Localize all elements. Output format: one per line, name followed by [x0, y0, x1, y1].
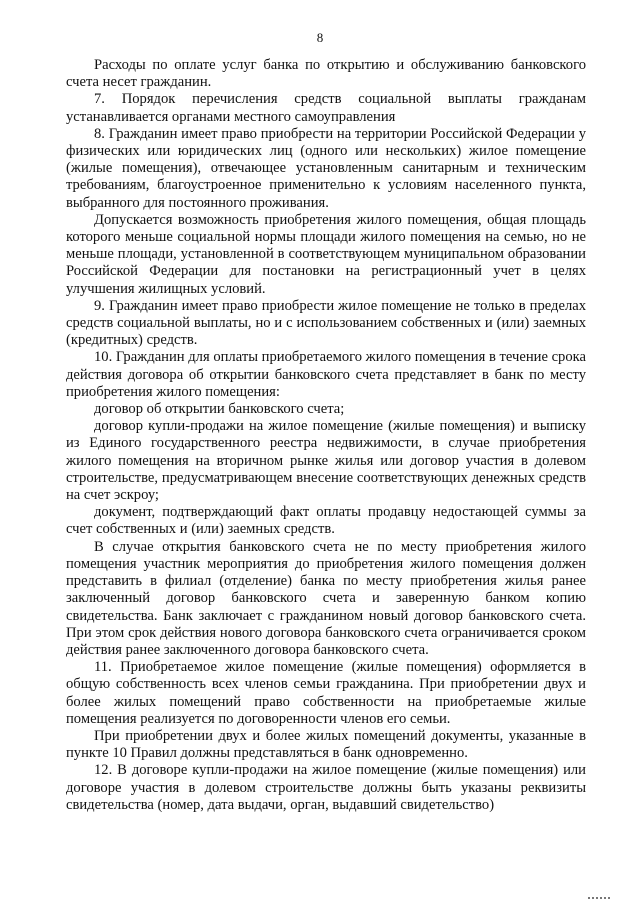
paragraph: 11. Приобретаемое жилое помещение (жилые помещения) оформляется в общую собственность всех членов семьи гражданина. При приобретении двух и более жилых помещений право собственности на приобретаемые жилые помещения реализуется по договоренности членов его семьи.	[66, 659, 586, 727]
paragraph: документ, подтверждающий факт оплаты продавцу недостающей суммы за счет собственных и (или) заемных средств.	[66, 504, 586, 538]
paragraph: 12. В договоре купли-продажи на жилое помещение (жилые помещения) или договоре участия в долевом строительстве должны быть указаны реквизиты свидетельства (номер, дата выдачи, орган, выдавший свидетельство)	[66, 762, 586, 813]
paragraph: договор купли-продажи на жилое помещение (жилые помещения) и выписку из Единого государственного реестра недвижимости, в случае приобретения жилого помещения на вторичном рынке жилья или договор участия в долевом строительстве, предусматривающем внесение соответствующих денежных средств на счет эскроу;	[66, 418, 586, 504]
paragraph: 9. Гражданин имеет право приобрести жилое помещение не только в пределах средств социальной выплаты, но и с использованием собственных и (или) заемных (кредитных) средств.	[66, 297, 586, 349]
paragraph: Допускается возможность приобретения жилого помещения, общая площадь которого меньше социальной нормы площади жилого помещения на семью, но не меньше площади, установленной в соответствующем муниципальном образовании Российской Федерации для постановки на регистрационный учет в целях улучшения жилищных условий.	[66, 211, 586, 297]
paragraph: 7. Порядок перечисления средств социальной выплаты гражданам устанавливается органами местного самоуправления	[66, 91, 586, 125]
paragraph: договор об открытии банковского счета;	[94, 401, 345, 418]
paragraph: Расходы по оплате услуг банка по открытию и обслуживанию банковского счета несет гражданин.	[66, 57, 586, 91]
paragraph: 10. Гражданин для оплаты приобретаемого жилого помещения в течение срока действия договора об открытии банковского счета представляет в банк по месту приобретения жилого помещения:	[66, 349, 586, 400]
paragraph: При приобретении двух и более жилых помещений документы, указанные в пункте 10 Правил должны представляться в банк одновременно.	[66, 727, 586, 762]
page-number: 8	[316, 30, 324, 45]
scan-mark	[588, 897, 610, 899]
document-body	[66, 57, 586, 814]
paragraph: В случае открытия банковского счета не по месту приобретения жилого помещения участник мероприятия до приобретения жилого помещения должен представить в филиал (отделение) банка по месту приобретения жилья ранее заключенный договор банковского счета и заверенную банком копию свидетельства. Банк заключает с гражданином новый договор банковского счета. При этом срок действия нового договора банковского счета ограничивается сроком действия ранее заключенного договора банковского счета.	[66, 538, 586, 658]
paragraph: 8. Гражданин имеет право приобрести на территории Российской Федерации у физических или юридических лиц (одного или нескольких) жилое помещение (жилые помещения), отвечающее установленным санитарным и техническим требованиям, благоустроенное применительно к условиям населенного пункта, выбранного для постоянного проживания.	[66, 125, 586, 211]
